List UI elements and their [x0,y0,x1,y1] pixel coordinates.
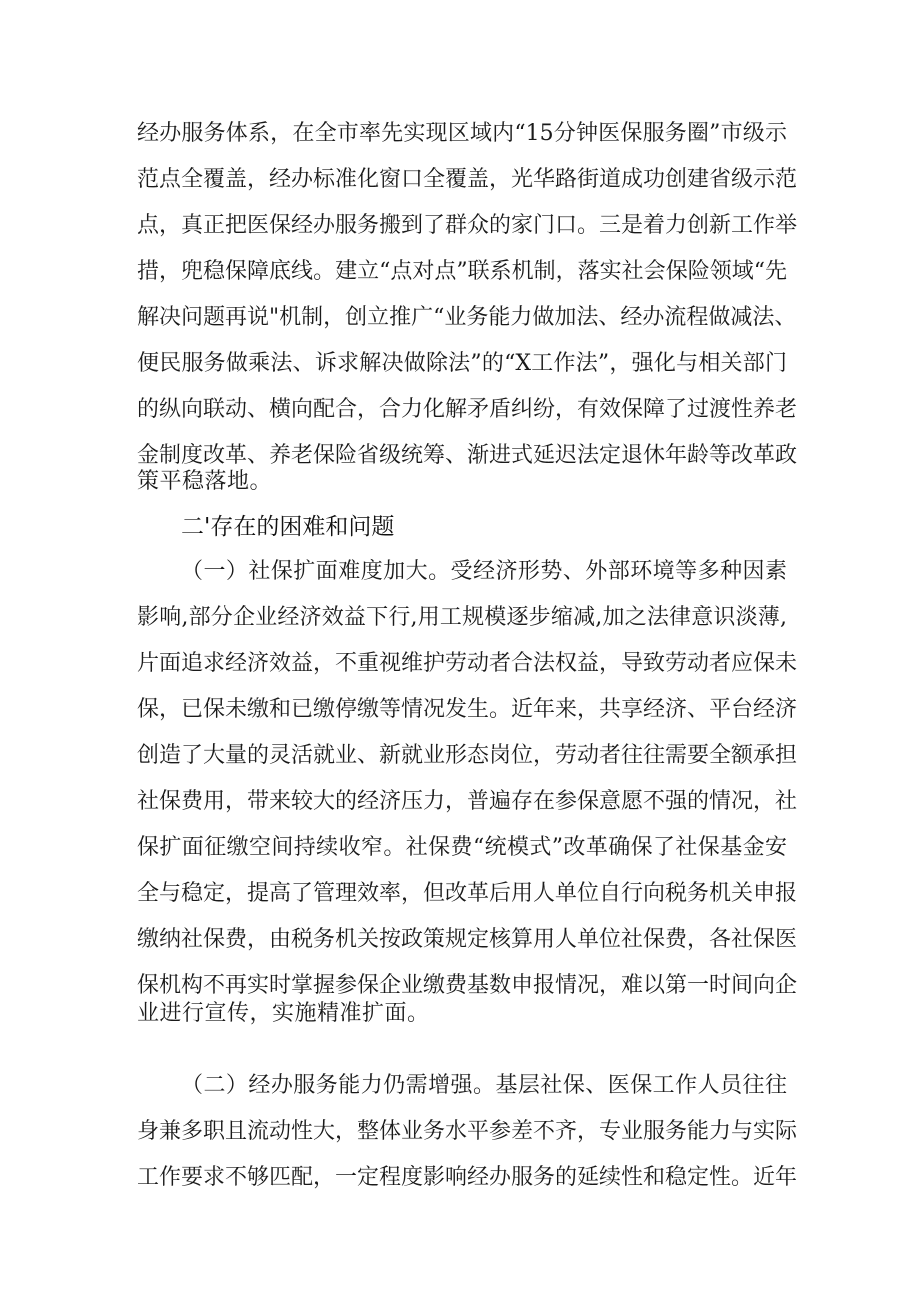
text-line: （二）经办服务能力仍需增强。基层社保、医保工作人员往往 [181,1073,787,1098]
text-line: 便民服务做乘法、诉求解决做除法”的“X工作法”，强化与相关部门 [137,351,787,376]
text-line: 身兼多职且流动性大，整体业务水平参差不齐，专业服务能力与实际 [137,1119,798,1144]
text-line: 影响,部分企业经济效益下行,用工规模逐步缩减,加之法律意识淡薄, [137,605,787,630]
text-line: 业进行宣传，实施精准扩面。 [137,1001,430,1026]
text-line: 解决问题再说"机制，创立推广“业务能力做加法、经办流程做减法、 [137,305,797,330]
text-line: （一）社保扩面难度加大。受经济形势、外部环境等多种因素 [181,559,787,584]
text-line: 创造了大量的灵活就业、新就业形态岗位，劳动者往往需要全额承担 [137,743,798,768]
text-line: 社保费用，带来较大的经济压力，普遍存在参保意愿不强的情况，社 [137,789,798,814]
text-line: 工作要求不够匹配，一定程度影响经办服务的延续性和稳定性。近年 [137,1165,798,1190]
text-line: 缴纳社保费，由税务机关按政策规定核算用人单位社保费，各社保医 [137,927,798,952]
section-heading: 二'存在的困难和问题 [181,514,395,540]
text-line: 点，真正把医保经办服务搬到了群众的家门口。三是着力创新工作举 [137,213,798,238]
text-line: 保机构不再实时掌握参保企业缴费基数申报情况，难以第一时间向企 [137,973,798,998]
text-line: 金制度改革、养老保险省级统筹、渐进式延迟法定退休年龄等改革政 [137,443,798,468]
text-line: 措，兜稳保障底线。建立“点对点”联系机制，落实社会保险领域“先 [137,259,787,284]
text-line: 保，已保未缴和已缴停缴等情况发生。近年来，共享经济、平台经济 [137,697,798,722]
text-line: 保扩面征缴空间持续收窄。社保费“统模式”改革确保了社保基金安 [137,835,787,860]
text-line: 的纵向联动、横向配合，合力化解矛盾纠纷，有效保障了过渡性养老 [137,397,798,422]
text-line: 策平稳落地。 [137,469,273,494]
text-line: 全与稳定，提高了管理效率，但改革后用人单位自行向税务机关申报 [137,881,798,906]
text-line: 经办服务体系，在全市率先实现区域内“15分钟医保服务圈”市级示 [137,121,787,146]
text-line: 范点全覆盖，经办标准化窗口全覆盖，光华路街道成功创建省级示范 [137,167,798,192]
text-line: 片面追求经济效益，不重视维护劳动者合法权益，导致劳动者应保未 [137,651,798,676]
